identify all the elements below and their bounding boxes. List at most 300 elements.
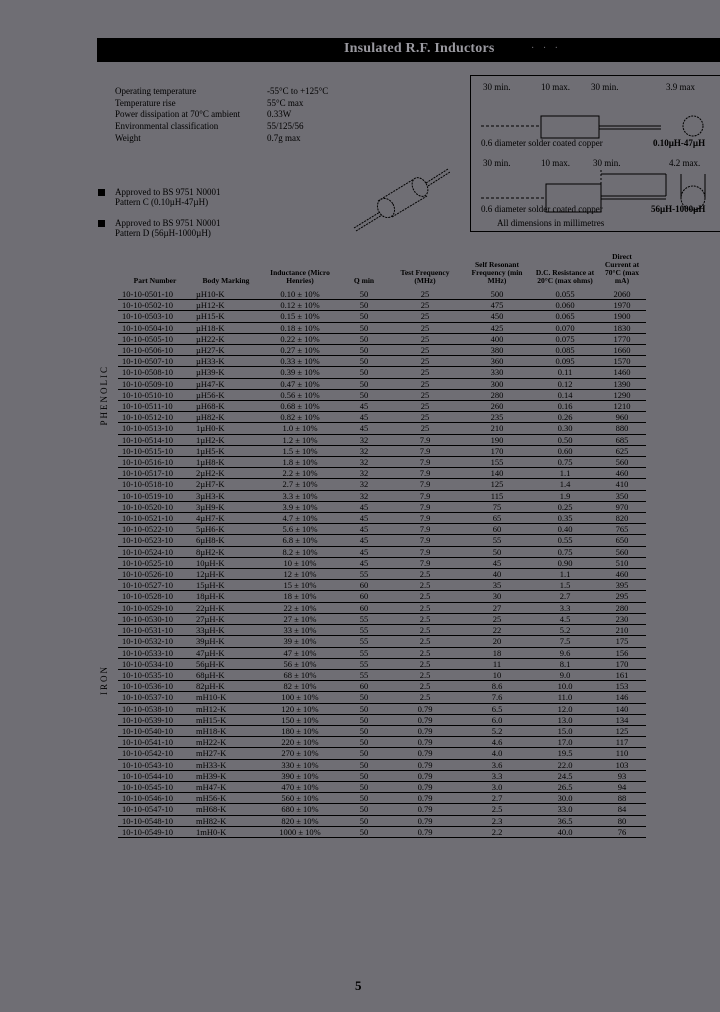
q-min: 45 bbox=[340, 423, 388, 434]
part-number: 10-10-0546-10 bbox=[118, 793, 192, 804]
body-marking: mH22-K bbox=[192, 737, 260, 748]
table-row bbox=[118, 434, 646, 445]
inductance: 2.2 ± 10% bbox=[260, 468, 340, 479]
inductance: 3.9 ± 10% bbox=[260, 501, 340, 512]
direct-current: 161 bbox=[598, 669, 646, 680]
direct-current: 1210 bbox=[598, 401, 646, 412]
table-row bbox=[118, 490, 646, 501]
test-frequency: 2.5 bbox=[388, 591, 462, 602]
top-inductor-outline-icon bbox=[481, 104, 720, 139]
q-min: 60 bbox=[340, 681, 388, 692]
body-marking: mH27-K bbox=[192, 748, 260, 759]
self-resonant-frequency: 300 bbox=[462, 378, 532, 389]
inductance: 390 ± 10% bbox=[260, 770, 340, 781]
self-resonant-frequency: 4.6 bbox=[462, 737, 532, 748]
direct-current: 460 bbox=[598, 468, 646, 479]
body-marking: 22µH-K bbox=[192, 602, 260, 613]
part-number: 10-10-0542-10 bbox=[118, 748, 192, 759]
q-min: 32 bbox=[340, 490, 388, 501]
table-row bbox=[118, 613, 646, 624]
part-number: 10-10-0519-10 bbox=[118, 490, 192, 501]
inductance: 56 ± 10% bbox=[260, 658, 340, 669]
direct-current: 84 bbox=[598, 804, 646, 815]
part-number: 10-10-0547-10 bbox=[118, 804, 192, 815]
part-number: 10-10-0501-10 bbox=[118, 289, 192, 300]
table-row bbox=[118, 658, 646, 669]
spec-value: -55°C to +125°C bbox=[267, 86, 329, 96]
test-frequency: 7.9 bbox=[388, 468, 462, 479]
inductance: 680 ± 10% bbox=[260, 804, 340, 815]
dc-resistance: 9.0 bbox=[532, 669, 598, 680]
dc-resistance: 33.0 bbox=[532, 804, 598, 815]
direct-current: 410 bbox=[598, 479, 646, 490]
part-number: 10-10-0530-10 bbox=[118, 613, 192, 624]
inductance: 0.33 ± 10% bbox=[260, 356, 340, 367]
body-marking: 2µH2-K bbox=[192, 468, 260, 479]
self-resonant-frequency: 65 bbox=[462, 513, 532, 524]
dc-resistance: 22.0 bbox=[532, 759, 598, 770]
phenolic-label: PHENOLIC bbox=[99, 365, 109, 426]
inductance: 0.39 ± 10% bbox=[260, 367, 340, 378]
q-min: 55 bbox=[340, 636, 388, 647]
table-row bbox=[118, 793, 646, 804]
q-min: 50 bbox=[340, 367, 388, 378]
table-row bbox=[118, 412, 646, 423]
table-row bbox=[118, 770, 646, 781]
q-min: 50 bbox=[340, 389, 388, 400]
dc-resistance: 1.4 bbox=[532, 479, 598, 490]
test-frequency: 25 bbox=[388, 423, 462, 434]
part-number: 10-10-0548-10 bbox=[118, 815, 192, 826]
dc-resistance: 0.25 bbox=[532, 501, 598, 512]
part-number: 10-10-0545-10 bbox=[118, 781, 192, 792]
self-resonant-frequency: 55 bbox=[462, 535, 532, 546]
table-row bbox=[118, 378, 646, 389]
part-number: 10-10-0511-10 bbox=[118, 401, 192, 412]
q-min: 50 bbox=[340, 378, 388, 389]
body-marking: 12µH-K bbox=[192, 569, 260, 580]
test-frequency: 25 bbox=[388, 412, 462, 423]
inductance: 1000 ± 10% bbox=[260, 826, 340, 837]
direct-current: 1660 bbox=[598, 345, 646, 356]
test-frequency: 25 bbox=[388, 401, 462, 412]
part-number: 10-10-0502-10 bbox=[118, 300, 192, 311]
spec-label: Temperature rise bbox=[115, 97, 176, 108]
self-resonant-frequency: 3.0 bbox=[462, 781, 532, 792]
test-frequency: 7.9 bbox=[388, 457, 462, 468]
approvals bbox=[98, 188, 221, 250]
self-resonant-frequency: 125 bbox=[462, 479, 532, 490]
dc-resistance: 0.065 bbox=[532, 311, 598, 322]
table-row bbox=[118, 625, 646, 636]
body-marking: µH68-K bbox=[192, 401, 260, 412]
direct-current: 156 bbox=[598, 647, 646, 658]
test-frequency: 25 bbox=[388, 345, 462, 356]
test-frequency: 2.5 bbox=[388, 625, 462, 636]
self-resonant-frequency: 35 bbox=[462, 580, 532, 591]
part-number: 10-10-0543-10 bbox=[118, 759, 192, 770]
direct-current: 153 bbox=[598, 681, 646, 692]
direct-current: 560 bbox=[598, 546, 646, 557]
self-resonant-frequency: 3.6 bbox=[462, 759, 532, 770]
self-resonant-frequency: 210 bbox=[462, 423, 532, 434]
test-frequency: 0.79 bbox=[388, 804, 462, 815]
direct-current: 210 bbox=[598, 625, 646, 636]
approval-pattern: Pattern D (56µH-1000µH) bbox=[115, 227, 211, 238]
approval-item bbox=[98, 219, 221, 238]
q-min: 45 bbox=[340, 535, 388, 546]
inductance: 560 ± 10% bbox=[260, 793, 340, 804]
inductance: 22 ± 10% bbox=[260, 602, 340, 613]
part-number: 10-10-0531-10 bbox=[118, 625, 192, 636]
part-number: 10-10-0529-10 bbox=[118, 602, 192, 613]
self-resonant-frequency: 400 bbox=[462, 333, 532, 344]
test-frequency: 7.9 bbox=[388, 434, 462, 445]
part-number: 10-10-0520-10 bbox=[118, 501, 192, 512]
dc-resistance: 0.085 bbox=[532, 345, 598, 356]
test-frequency: 7.9 bbox=[388, 524, 462, 535]
page-subtitle: · · · bbox=[531, 43, 561, 54]
direct-current: 350 bbox=[598, 490, 646, 501]
direct-current: 1570 bbox=[598, 356, 646, 367]
part-number: 10-10-0517-10 bbox=[118, 468, 192, 479]
table-row bbox=[118, 289, 646, 300]
self-resonant-frequency: 6.5 bbox=[462, 703, 532, 714]
dim-label: 30 min. bbox=[591, 82, 619, 92]
test-frequency: 0.79 bbox=[388, 770, 462, 781]
direct-current: 1390 bbox=[598, 378, 646, 389]
table-body bbox=[118, 289, 646, 837]
inductance: 0.27 ± 10% bbox=[260, 345, 340, 356]
direct-current: 280 bbox=[598, 602, 646, 613]
inductance: 18 ± 10% bbox=[260, 591, 340, 602]
q-min: 50 bbox=[340, 322, 388, 333]
table-row bbox=[118, 311, 646, 322]
direct-current: 1830 bbox=[598, 322, 646, 333]
spec-label: Weight bbox=[115, 132, 141, 143]
dc-resistance: 12.0 bbox=[532, 703, 598, 714]
spec-label: Operating temperature bbox=[115, 86, 197, 96]
body-marking: µH12-K bbox=[192, 300, 260, 311]
self-resonant-frequency: 50 bbox=[462, 546, 532, 557]
q-min: 45 bbox=[340, 401, 388, 412]
body-marking: 56µH-K bbox=[192, 658, 260, 669]
direct-current: 94 bbox=[598, 781, 646, 792]
dc-resistance: 4.5 bbox=[532, 613, 598, 624]
dc-resistance: 0.90 bbox=[532, 557, 598, 568]
dim-range-label: 56µH-1000µH bbox=[651, 204, 706, 214]
table-row bbox=[118, 524, 646, 535]
dc-resistance: 3.3 bbox=[532, 602, 598, 613]
test-frequency: 0.79 bbox=[388, 703, 462, 714]
dc-resistance: 1.5 bbox=[532, 580, 598, 591]
self-resonant-frequency: 260 bbox=[462, 401, 532, 412]
self-resonant-frequency: 20 bbox=[462, 636, 532, 647]
table-row bbox=[118, 513, 646, 524]
inductance: 33 ± 10% bbox=[260, 625, 340, 636]
self-resonant-frequency: 2.2 bbox=[462, 826, 532, 837]
dim-label: 30 min. bbox=[483, 82, 511, 92]
self-resonant-frequency: 30 bbox=[462, 591, 532, 602]
table-row bbox=[118, 501, 646, 512]
dc-resistance: 15.0 bbox=[532, 725, 598, 736]
dim-wire-label: 0.6 diameter solder coated copper bbox=[481, 138, 603, 148]
self-resonant-frequency: 75 bbox=[462, 501, 532, 512]
table-row bbox=[118, 423, 646, 434]
part-number: 10-10-0537-10 bbox=[118, 692, 192, 703]
inductance: 3.3 ± 10% bbox=[260, 490, 340, 501]
inductance: 6.8 ± 10% bbox=[260, 535, 340, 546]
inductance: 27 ± 10% bbox=[260, 613, 340, 624]
q-min: 55 bbox=[340, 647, 388, 658]
dc-resistance: 0.11 bbox=[532, 367, 598, 378]
test-frequency: 2.5 bbox=[388, 669, 462, 680]
inductance: 15 ± 10% bbox=[260, 580, 340, 591]
table-row bbox=[118, 681, 646, 692]
inductance: 47 ± 10% bbox=[260, 647, 340, 658]
direct-current: 1770 bbox=[598, 333, 646, 344]
dim-range-label: 0.10µH-47µH bbox=[653, 138, 706, 148]
body-marking: 82µH-K bbox=[192, 681, 260, 692]
self-resonant-frequency: 8.6 bbox=[462, 681, 532, 692]
dc-resistance: 11.0 bbox=[532, 692, 598, 703]
spec-label: Environmental classification bbox=[115, 121, 219, 132]
table-row bbox=[118, 781, 646, 792]
part-number: 10-10-0508-10 bbox=[118, 367, 192, 378]
part-number: 10-10-0523-10 bbox=[118, 535, 192, 546]
body-marking: µH56-K bbox=[192, 389, 260, 400]
q-min: 32 bbox=[340, 479, 388, 490]
bullet-square-icon bbox=[98, 220, 105, 227]
spec-row bbox=[115, 98, 328, 110]
part-number: 10-10-0522-10 bbox=[118, 524, 192, 535]
inductance: 0.47 ± 10% bbox=[260, 378, 340, 389]
approval-line: Approved to BS 9751 N0001 bbox=[115, 187, 221, 197]
self-resonant-frequency: 2.7 bbox=[462, 793, 532, 804]
direct-current: 140 bbox=[598, 703, 646, 714]
q-min: 50 bbox=[340, 804, 388, 815]
part-number: 10-10-0534-10 bbox=[118, 658, 192, 669]
dc-resistance: 40.0 bbox=[532, 826, 598, 837]
table-row bbox=[118, 389, 646, 400]
body-marking: 33µH-K bbox=[192, 625, 260, 636]
q-min: 50 bbox=[340, 725, 388, 736]
table-row bbox=[118, 703, 646, 714]
body-marking: 18µH-K bbox=[192, 591, 260, 602]
spec-row bbox=[115, 121, 328, 133]
page-number: 5 bbox=[355, 978, 362, 993]
part-number: 10-10-0533-10 bbox=[118, 647, 192, 658]
q-min: 55 bbox=[340, 625, 388, 636]
q-min: 60 bbox=[340, 602, 388, 613]
dim-label: 10 max. bbox=[541, 158, 570, 168]
table-row bbox=[118, 345, 646, 356]
table-row bbox=[118, 647, 646, 658]
self-resonant-frequency: 40 bbox=[462, 569, 532, 580]
table-row bbox=[118, 602, 646, 613]
self-resonant-frequency: 500 bbox=[462, 289, 532, 300]
self-resonant-frequency: 155 bbox=[462, 457, 532, 468]
direct-current: 960 bbox=[598, 412, 646, 423]
body-marking: µH22-K bbox=[192, 333, 260, 344]
body-marking: 3µH9-K bbox=[192, 501, 260, 512]
self-resonant-frequency: 475 bbox=[462, 300, 532, 311]
self-resonant-frequency: 25 bbox=[462, 613, 532, 624]
table-row bbox=[118, 300, 646, 311]
spec-label: Power dissipation at 70°C ambient bbox=[115, 109, 241, 120]
direct-current: 170 bbox=[598, 658, 646, 669]
dc-resistance: 0.075 bbox=[532, 333, 598, 344]
body-marking: 2µH7-K bbox=[192, 479, 260, 490]
dc-resistance: 10.0 bbox=[532, 681, 598, 692]
spec-row bbox=[115, 109, 328, 121]
q-min: 45 bbox=[340, 513, 388, 524]
body-marking: 68µH-K bbox=[192, 669, 260, 680]
direct-current: 880 bbox=[598, 423, 646, 434]
dc-resistance: 0.14 bbox=[532, 389, 598, 400]
direct-current: 2060 bbox=[598, 289, 646, 300]
q-min: 45 bbox=[340, 546, 388, 557]
self-resonant-frequency: 190 bbox=[462, 434, 532, 445]
body-marking: mH56-K bbox=[192, 793, 260, 804]
self-resonant-frequency: 60 bbox=[462, 524, 532, 535]
table-row bbox=[118, 322, 646, 333]
part-number: 10-10-0528-10 bbox=[118, 591, 192, 602]
body-marking: µH18-K bbox=[192, 322, 260, 333]
col-inductance: Inductance (Micro Henries) bbox=[270, 268, 330, 285]
q-min: 50 bbox=[340, 714, 388, 725]
test-frequency: 7.9 bbox=[388, 501, 462, 512]
self-resonant-frequency: 5.2 bbox=[462, 725, 532, 736]
part-number: 10-10-0524-10 bbox=[118, 546, 192, 557]
direct-current: 134 bbox=[598, 714, 646, 725]
part-number: 10-10-0526-10 bbox=[118, 569, 192, 580]
title-banner bbox=[97, 38, 720, 62]
dim-label: 3.9 max bbox=[666, 82, 695, 92]
dim-label: 10 max. bbox=[541, 82, 570, 92]
body-marking: µH27-K bbox=[192, 345, 260, 356]
dc-resistance: 7.5 bbox=[532, 636, 598, 647]
self-resonant-frequency: 27 bbox=[462, 602, 532, 613]
inductance: 820 ± 10% bbox=[260, 815, 340, 826]
dc-resistance: 19.5 bbox=[532, 748, 598, 759]
test-frequency: 2.5 bbox=[388, 636, 462, 647]
direct-current: 125 bbox=[598, 725, 646, 736]
test-frequency: 25 bbox=[388, 322, 462, 333]
dc-resistance: 36.5 bbox=[532, 815, 598, 826]
table-row bbox=[118, 725, 646, 736]
table-row bbox=[118, 748, 646, 759]
part-number: 10-10-0515-10 bbox=[118, 445, 192, 456]
part-number: 10-10-0506-10 bbox=[118, 345, 192, 356]
test-frequency: 0.79 bbox=[388, 714, 462, 725]
body-marking: 10µH-K bbox=[192, 557, 260, 568]
q-min: 50 bbox=[340, 815, 388, 826]
direct-current: 80 bbox=[598, 815, 646, 826]
self-resonant-frequency: 45 bbox=[462, 557, 532, 568]
dc-resistance: 0.16 bbox=[532, 401, 598, 412]
body-marking: 1µH0-K bbox=[192, 423, 260, 434]
dc-resistance: 9.6 bbox=[532, 647, 598, 658]
body-marking: 4µH7-K bbox=[192, 513, 260, 524]
table-row bbox=[118, 546, 646, 557]
iron-label: IRON bbox=[99, 665, 109, 695]
body-marking: µH10-K bbox=[192, 289, 260, 300]
part-number: 10-10-0507-10 bbox=[118, 356, 192, 367]
table-row bbox=[118, 737, 646, 748]
table-row bbox=[118, 826, 646, 837]
dc-resistance: 0.055 bbox=[532, 289, 598, 300]
part-number: 10-10-0536-10 bbox=[118, 681, 192, 692]
body-marking: mH12-K bbox=[192, 703, 260, 714]
test-frequency: 2.5 bbox=[388, 692, 462, 703]
dim-label: 4.2 max. bbox=[669, 158, 701, 168]
self-resonant-frequency: 235 bbox=[462, 412, 532, 423]
self-resonant-frequency: 10 bbox=[462, 669, 532, 680]
spec-value: 0.7g max bbox=[267, 132, 301, 143]
body-marking: 3µH3-K bbox=[192, 490, 260, 501]
test-frequency: 25 bbox=[388, 378, 462, 389]
dim-label: 30 min. bbox=[483, 158, 511, 168]
test-frequency: 25 bbox=[388, 300, 462, 311]
inductance: 0.10 ± 10% bbox=[260, 289, 340, 300]
dimensions-diagram bbox=[470, 75, 720, 232]
test-frequency: 0.79 bbox=[388, 781, 462, 792]
inductance: 330 ± 10% bbox=[260, 759, 340, 770]
direct-current: 88 bbox=[598, 793, 646, 804]
q-min: 50 bbox=[340, 759, 388, 770]
col-dc-resistance: D.C. Resistance at 20°C (max ohms) bbox=[535, 268, 595, 285]
inductance: 0.56 ± 10% bbox=[260, 389, 340, 400]
body-marking: mH47-K bbox=[192, 781, 260, 792]
approval-pattern: Pattern C (0.10µH-47µH) bbox=[115, 196, 209, 207]
direct-current: 1900 bbox=[598, 311, 646, 322]
dc-resistance: 24.5 bbox=[532, 770, 598, 781]
self-resonant-frequency: 450 bbox=[462, 311, 532, 322]
table-row bbox=[118, 535, 646, 546]
body-marking: mH39-K bbox=[192, 770, 260, 781]
q-min: 60 bbox=[340, 591, 388, 602]
body-marking: 1mH0-K bbox=[192, 826, 260, 837]
body-marking: µH33-K bbox=[192, 356, 260, 367]
part-number: 10-10-0544-10 bbox=[118, 770, 192, 781]
self-resonant-frequency: 115 bbox=[462, 490, 532, 501]
part-number: 10-10-0514-10 bbox=[118, 434, 192, 445]
self-resonant-frequency: 4.0 bbox=[462, 748, 532, 759]
table-row bbox=[118, 468, 646, 479]
test-frequency: 7.9 bbox=[388, 445, 462, 456]
dc-resistance: 0.070 bbox=[532, 322, 598, 333]
q-min: 50 bbox=[340, 333, 388, 344]
dc-resistance: 0.40 bbox=[532, 524, 598, 535]
q-min: 45 bbox=[340, 501, 388, 512]
q-min: 32 bbox=[340, 445, 388, 456]
col-test-frequency: Test Frequency (MHz) bbox=[400, 268, 450, 285]
inductance: 2.7 ± 10% bbox=[260, 479, 340, 490]
test-frequency: 2.5 bbox=[388, 580, 462, 591]
inductance: 0.82 ± 10% bbox=[260, 412, 340, 423]
q-min: 32 bbox=[340, 468, 388, 479]
test-frequency: 0.79 bbox=[388, 815, 462, 826]
inductance: 1.5 ± 10% bbox=[260, 445, 340, 456]
self-resonant-frequency: 170 bbox=[462, 445, 532, 456]
test-frequency: 0.79 bbox=[388, 725, 462, 736]
dim-wire-label: 0.6 diameter solder coated copper bbox=[481, 204, 603, 214]
direct-current: 103 bbox=[598, 759, 646, 770]
q-min: 55 bbox=[340, 613, 388, 624]
direct-current: 820 bbox=[598, 513, 646, 524]
dc-resistance: 2.7 bbox=[532, 591, 598, 602]
